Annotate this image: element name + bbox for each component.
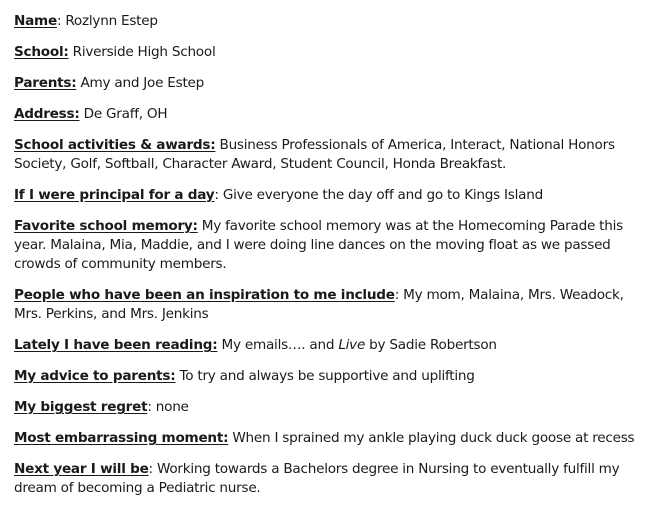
entry-regret [14, 398, 648, 417]
entry-school [14, 43, 648, 62]
entry-inspiration [14, 286, 648, 324]
label-name: Name [14, 13, 57, 29]
label-parents: Parents: [14, 75, 77, 91]
sep-inspiration: : [394, 287, 400, 303]
label-embarrassing: Most embarrassing moment: [14, 430, 229, 446]
value-memory: My favorite school memory was at the Homecoming Parade this year. Malaina, Mia, Maddie, and I were doing line dances on the moving float as we passed crowds of community members. [14, 218, 623, 272]
label-principal: If I were principal for a day [14, 187, 215, 203]
value-embarrassing: When I sprained my ankle playing duck duck goose at recess [228, 430, 635, 446]
label-advice: My advice to parents: [14, 368, 176, 384]
label-inspiration: People who have been an inspiration to me include [14, 287, 395, 303]
label-memory: Favorite school memory: [14, 218, 198, 234]
entry-next-year [14, 460, 648, 498]
label-next-year: Next year I will be [14, 461, 149, 477]
entry-advice [14, 367, 648, 386]
value-reading-after: by Sadie Robertson [365, 337, 497, 353]
label-regret: My biggest regret [14, 399, 148, 415]
value-parents: Amy and Joe Estep [76, 75, 205, 91]
label-reading: Lately I have been reading: [14, 337, 218, 353]
value-activities: Business Professionals of America, Interact, National Honors Society, Golf, Softball, Character Award, Student Council, Honda Breakfast. [14, 137, 615, 172]
sep-next-year: : [148, 461, 153, 477]
entry-principal [14, 186, 648, 205]
entry-activities [14, 136, 648, 174]
profile-document [14, 12, 648, 510]
value-regret: none [151, 399, 189, 415]
entry-parents [14, 74, 648, 93]
entry-embarrassing [14, 429, 648, 448]
value-principal: Give everyone the day off and go to Kings Island [218, 187, 543, 203]
value-name: Rozlynn Estep [61, 13, 158, 29]
value-inspiration: My mom, Malaina, Mrs. Weadock, Mrs. Perkins, and Mrs. Jenkins [14, 287, 624, 322]
label-address: Address: [14, 106, 80, 122]
entry-memory [14, 217, 648, 274]
sep-regret: : [147, 399, 152, 415]
sep-name: : [56, 13, 62, 29]
value-reading-before: My emails…. and [217, 337, 339, 353]
value-advice: To try and always be supportive and uplifting [175, 368, 475, 384]
label-activities: School activities & awards: [14, 137, 216, 153]
entry-name [14, 12, 648, 31]
value-address: De Graff, OH [79, 106, 168, 122]
value-school: Riverside High School [68, 44, 216, 60]
entry-reading [14, 336, 648, 355]
entry-address [14, 105, 648, 124]
label-school: School: [14, 44, 69, 60]
sep-principal: : [214, 187, 219, 203]
book-title: Live [338, 337, 366, 353]
value-next-year: Working towards a Bachelors degree in Nursing to eventually fulfill my dream of becoming a Pediatric nurse. [14, 461, 620, 496]
